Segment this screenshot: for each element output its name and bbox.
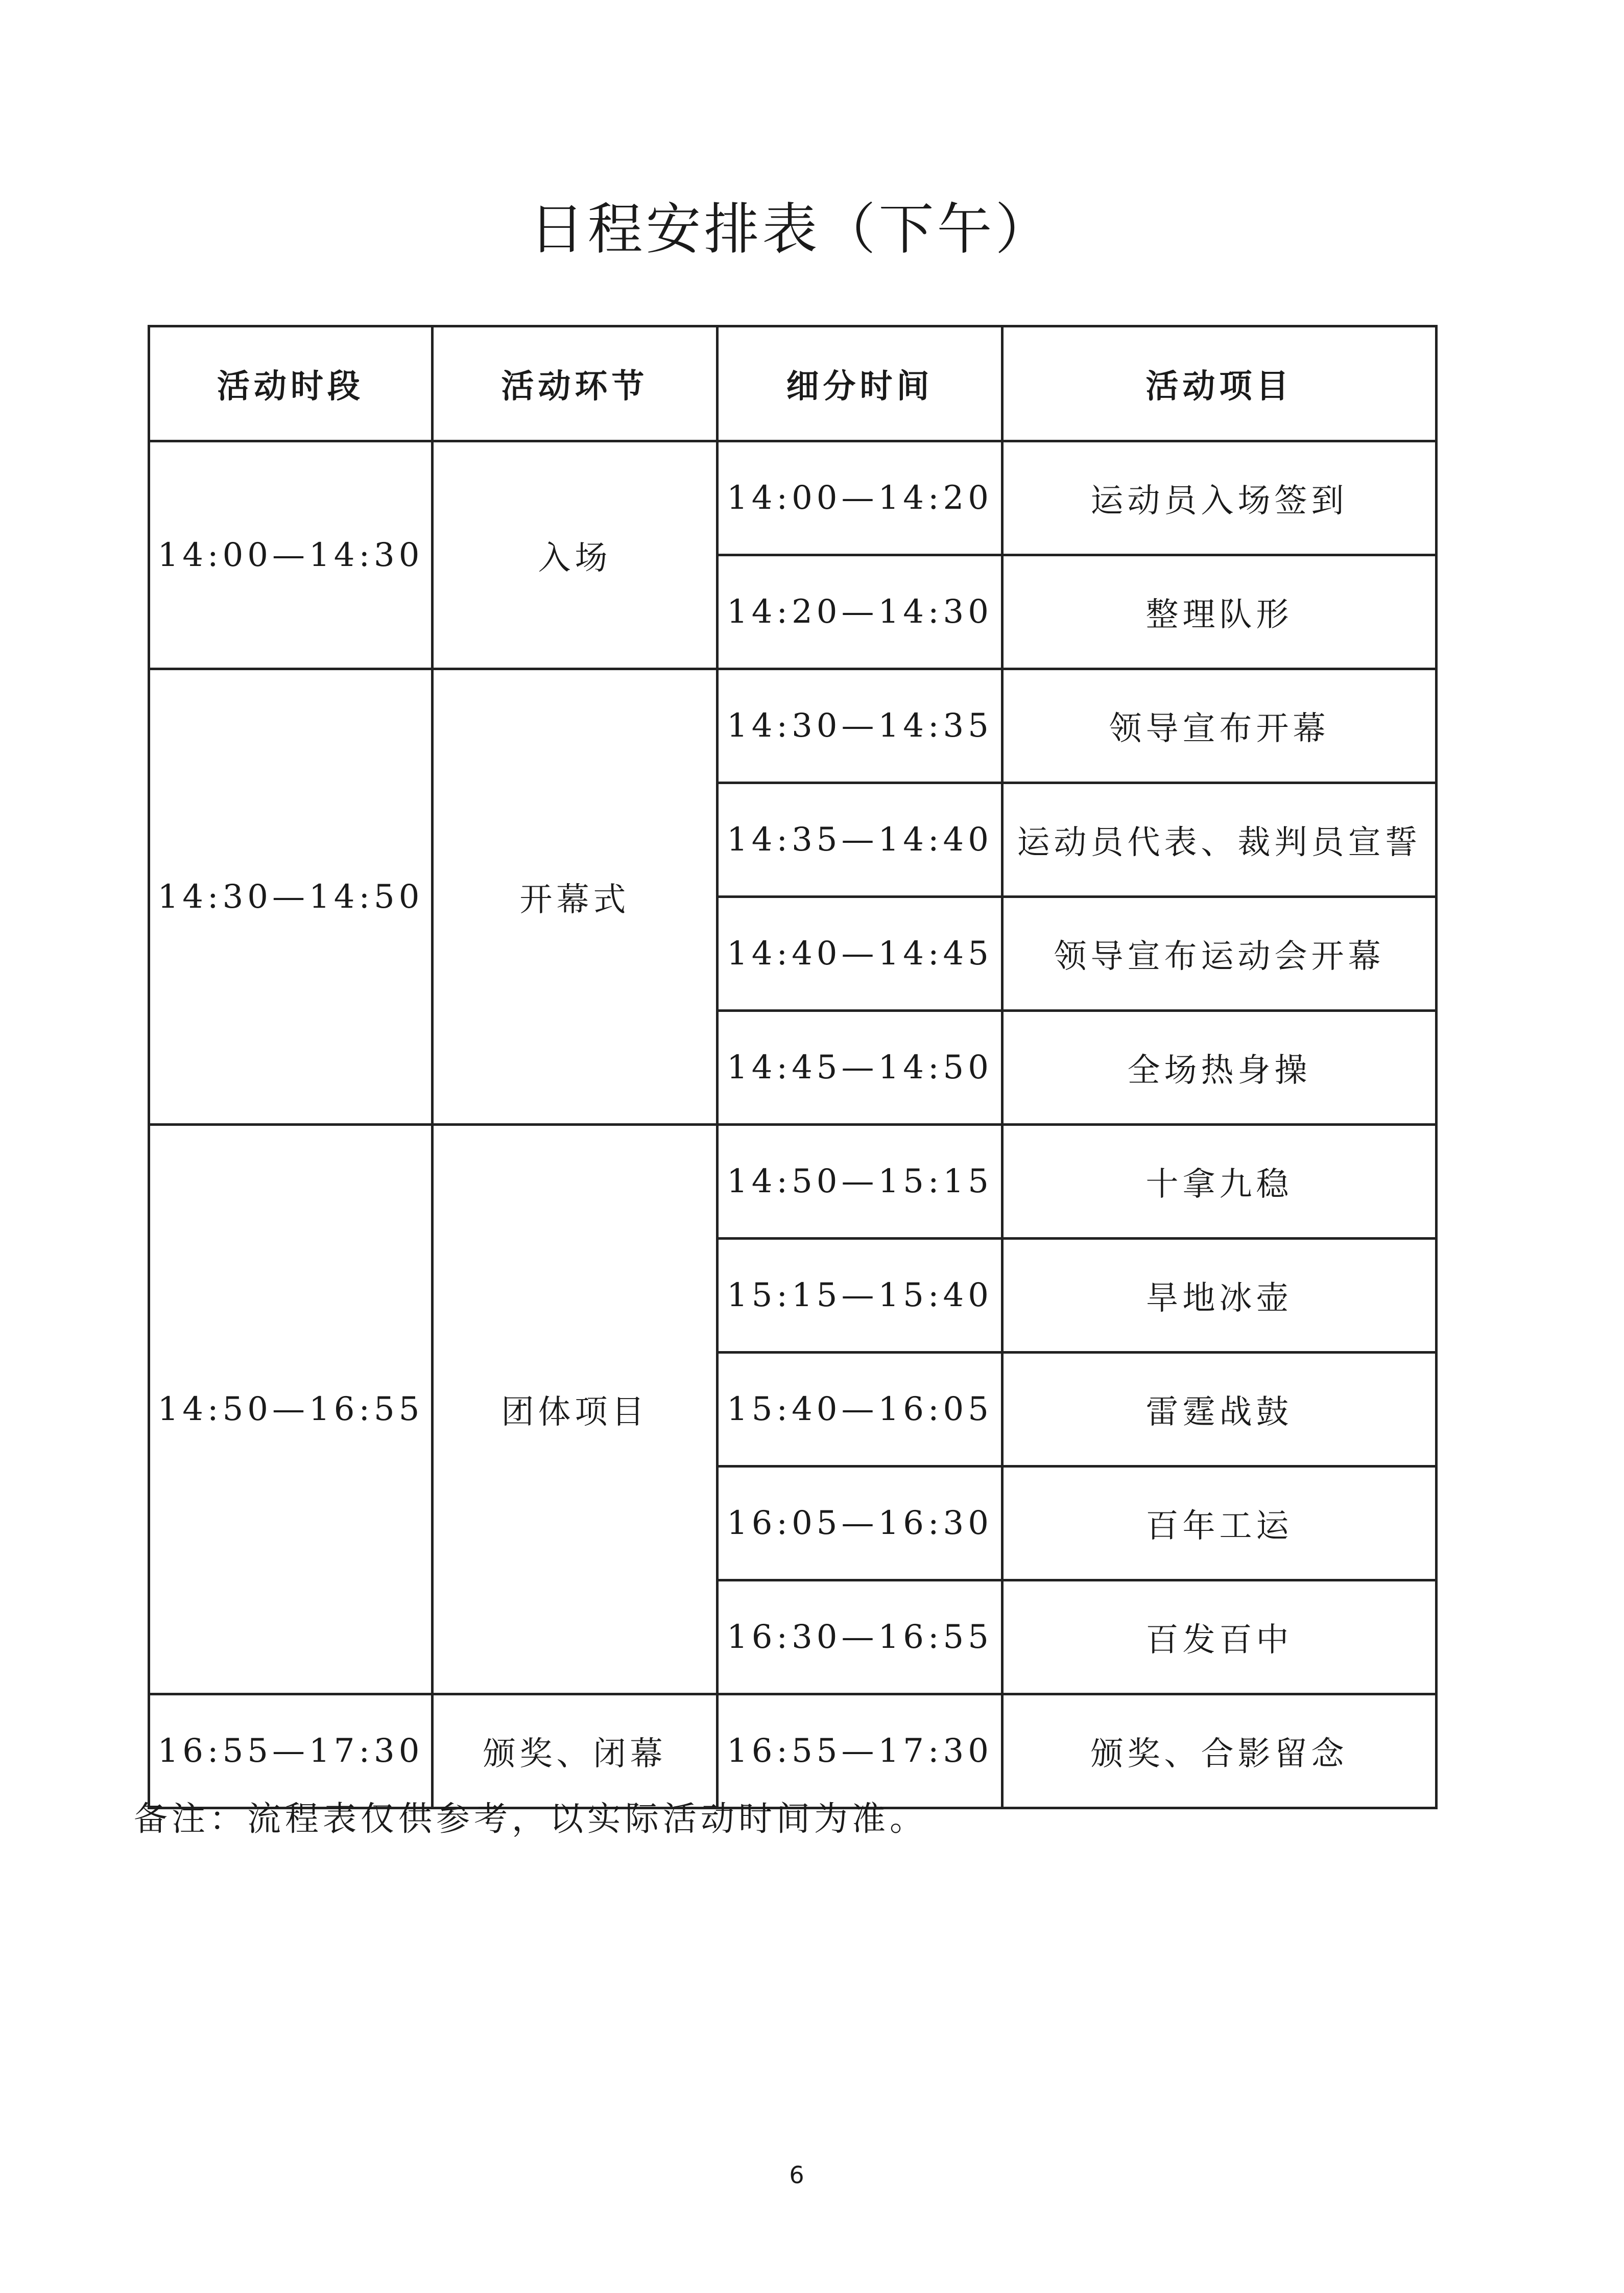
activity-cell: 颁奖、合影留念 (1002, 1694, 1437, 1808)
time-cell: 15:15—15:40 (718, 1239, 1002, 1353)
table-row (149, 441, 1437, 555)
segment-cell: 开幕式 (433, 669, 718, 1125)
header-activity: 活动项目 (1002, 326, 1437, 441)
period-cell: 16:55—17:30 (149, 1694, 433, 1808)
activity-cell: 百年工运 (1002, 1467, 1437, 1580)
activity-cell: 领导宣布开幕 (1002, 669, 1437, 783)
time-cell: 14:35—14:40 (718, 783, 1002, 897)
activity-cell: 运动员代表、裁判员宣誓 (1002, 783, 1437, 897)
header-time: 细分时间 (718, 326, 1002, 441)
schedule-table (148, 325, 1438, 1809)
time-cell: 14:20—14:30 (718, 555, 1002, 669)
time-cell: 16:30—16:55 (718, 1580, 1002, 1694)
activity-cell: 旱地冰壶 (1002, 1239, 1437, 1353)
time-cell: 15:40—16:05 (718, 1353, 1002, 1467)
header-period: 活动时段 (149, 326, 433, 441)
segment-cell: 团体项目 (433, 1125, 718, 1694)
activity-cell: 雷霆战鼓 (1002, 1353, 1437, 1467)
time-cell: 16:55—17:30 (718, 1694, 1002, 1808)
time-cell: 14:45—14:50 (718, 1011, 1002, 1125)
activity-cell: 十拿九稳 (1002, 1125, 1437, 1239)
time-cell: 14:40—14:45 (718, 897, 1002, 1011)
table-row (149, 669, 1437, 783)
time-cell: 14:50—15:15 (718, 1125, 1002, 1239)
period-cell: 14:00—14:30 (149, 441, 433, 669)
footnote: 备注：流程表仅供参考，以实际活动时间为准。 (134, 1799, 927, 1838)
time-cell: 14:00—14:20 (718, 441, 1002, 555)
activity-cell: 全场热身操 (1002, 1011, 1437, 1125)
table-row (149, 1694, 1437, 1808)
activity-cell: 百发百中 (1002, 1580, 1437, 1694)
activity-cell: 整理队形 (1002, 555, 1437, 669)
segment-cell: 入场 (433, 441, 718, 669)
segment-cell: 颁奖、闭幕 (433, 1694, 718, 1808)
time-cell: 14:30—14:35 (718, 669, 1002, 783)
page-title: 日程安排表（下午） (529, 198, 1054, 262)
page-number: 6 (789, 2161, 804, 2189)
table-row (149, 1125, 1437, 1239)
table-header-row (149, 326, 1437, 441)
time-cell: 16:05—16:30 (718, 1467, 1002, 1580)
period-cell: 14:50—16:55 (149, 1125, 433, 1694)
activity-cell: 运动员入场签到 (1002, 441, 1437, 555)
header-segment: 活动环节 (433, 326, 718, 441)
activity-cell: 领导宣布运动会开幕 (1002, 897, 1437, 1011)
period-cell: 14:30—14:50 (149, 669, 433, 1125)
